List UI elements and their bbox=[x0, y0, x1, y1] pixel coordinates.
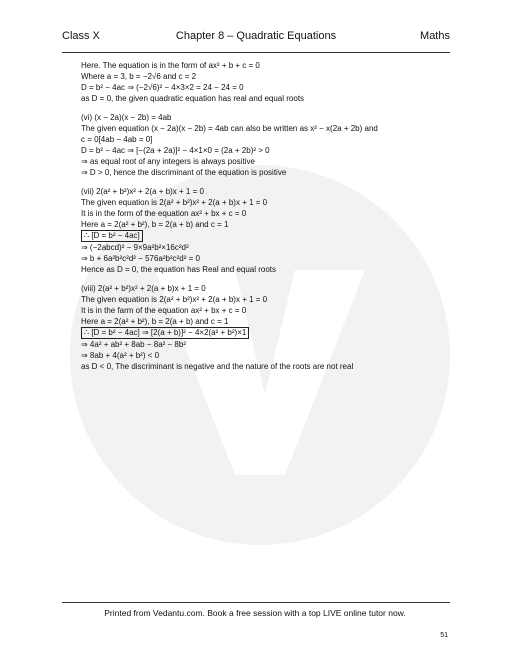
spacer bbox=[81, 275, 451, 283]
question-heading: (viii) 2(a² + b²)x² + 2(a + b)x + 1 = 0 bbox=[81, 284, 206, 293]
subject-label: Maths bbox=[420, 30, 450, 42]
solution-line: D = b² − 4ac ⇒ (−2√6)² − 4×3×2 = 24 − 24 = 0 bbox=[81, 83, 244, 92]
solution-line: as D < 0, The discriminant is negative and the nature of the roots are not real bbox=[81, 362, 354, 371]
solution-line: The given equation is 2(a² + b²)x² + 2(a + b)x + 1 = 0 bbox=[81, 295, 268, 304]
solution-line: The given equation is 2(a² + b²)x² + 2(a + b)x + 1 = 0 bbox=[81, 198, 268, 207]
solution-line: Hence as D = 0, the equation has Real and equal roots bbox=[81, 265, 277, 274]
solution-line: as D = 0, the given quadratic equation has real and equal roots bbox=[81, 94, 305, 103]
solution-line: ⇒ 8ab + 4(a² + b²) < 0 bbox=[81, 351, 160, 360]
footer-text: Printed from Vedantu.com. Book a free session with a top LIVE online tutor now. bbox=[104, 608, 406, 618]
solution-line: Here a = 2(a² + b²), b = 2(a + b) and c = 1 bbox=[81, 220, 229, 229]
header-divider bbox=[62, 52, 450, 53]
page-header bbox=[62, 30, 450, 48]
spacer bbox=[81, 178, 451, 186]
boxed-formula-line: ∴ [D = b² − 4ac] bbox=[81, 230, 451, 242]
solution-line: ⇒ (−2abcd)² − 9×9a²b²×16c²d² bbox=[81, 243, 189, 252]
solution-line: The given equation (x − 2a)(x − 2b) = 4ab can also be written as x² − x(2a + 2b) and bbox=[81, 124, 378, 133]
solution-line: It is in the form of the equation ax² + bx + c = 0 bbox=[81, 209, 247, 218]
spacer bbox=[81, 104, 451, 112]
chapter-title: Chapter 8 – Quadratic Equations bbox=[175, 30, 337, 42]
solution-line: ⇒ D > 0, hence the discriminant of the equation is positive bbox=[81, 168, 287, 177]
solution-line: ⇒ b + 6a²b²c²d² − 576a²b²c²d² = 0 bbox=[81, 254, 200, 263]
solution-line: Here. The equation is in the form of ax² + b + c = 0 bbox=[81, 61, 260, 70]
solution-content bbox=[81, 60, 451, 372]
solution-line: It is in the farm of the equation ax² + bx + c = 0 bbox=[81, 306, 247, 315]
question-heading: (vi) (x − 2a)(x − 2b) = 4ab bbox=[81, 113, 172, 122]
footer-divider bbox=[62, 602, 450, 603]
solution-line: Here a = 2(a² + b²), b = 2(a + b) and c = 1 bbox=[81, 317, 229, 326]
solution-line: ⇒ as equal root of any integers is always positive bbox=[81, 157, 255, 166]
class-label: Class X bbox=[62, 30, 100, 42]
solution-line: D = b² − 4ac ⇒ [−(2a + 2a)]² − 4×1×0 = (2a + 2b)² > 0 bbox=[81, 146, 270, 155]
solution-line: c = 0[4ab − 4ab = 0] bbox=[81, 135, 153, 144]
boxed-formula-line: ∴ [D = b² − 4ac] ⇒ [2(a + b)]² − 4×2(a² + b²)×1 bbox=[81, 327, 451, 339]
question-heading: (vii) 2(a² + b²)x² + 2(a + b)x + 1 = 0 bbox=[81, 187, 204, 196]
solution-line: ⇒ 4a² + ab² + 8ab − 8a² − 8b² bbox=[81, 340, 186, 349]
solution-line: Where a = 3, b = −2√6 and c = 2 bbox=[81, 72, 197, 81]
page-number: 51 bbox=[440, 632, 448, 639]
